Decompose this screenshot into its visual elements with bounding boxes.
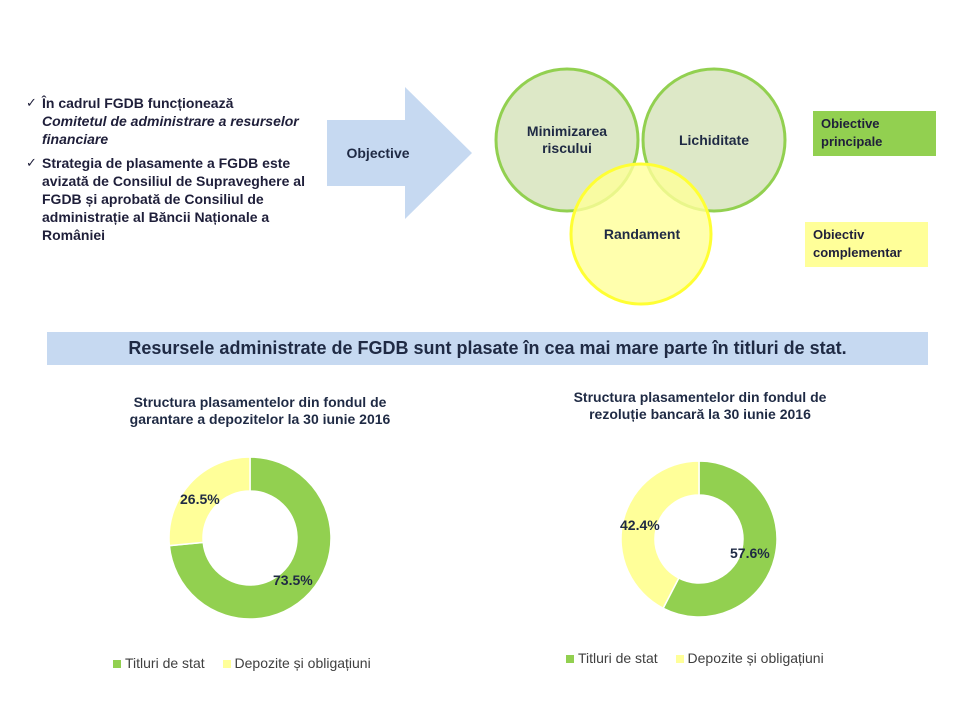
legend-item: Depozite și obligațiuni: [234, 655, 371, 671]
return-label: Randament: [603, 226, 681, 242]
legend-swatch-green: [566, 655, 574, 663]
liquidity-label: Lichiditate: [678, 132, 750, 148]
legend-item: Titluri de stat: [125, 655, 205, 671]
chart1-title: Structura plasamentelor din fondul de garantare a depozitelor la 30 iunie 2016: [129, 394, 391, 427]
legend-item: Titluri de stat: [578, 650, 658, 666]
checkmark-icon: ✓: [26, 95, 37, 110]
summary-banner: Resursele administrate de FGDB sunt plasate în cea mai mare parte în titluri de stat.: [47, 332, 928, 365]
chart2-donut: [612, 452, 787, 627]
data-label: 26.5%: [180, 491, 220, 507]
legend-swatch-green: [113, 660, 121, 668]
data-label: 42.4%: [620, 517, 660, 533]
chart2-legend: [566, 650, 838, 666]
legend-swatch-yellow: [223, 660, 231, 668]
risk-label: Minimizarea riscului: [526, 123, 608, 156]
complementary-objective-label: Obiectiv complementar: [813, 227, 902, 260]
data-label: 73.5%: [273, 572, 313, 588]
complementary-objective-box: [805, 222, 928, 267]
main-objectives-box: [813, 111, 936, 156]
checkmark-icon: ✓: [26, 155, 37, 170]
legend-swatch-yellow: [676, 655, 684, 663]
bullet-italic: Comitetul de administrare a resurselor financiare: [42, 113, 299, 147]
chart1-donut: [160, 448, 340, 628]
bullet-bold: În cadrul FGDB funcționează: [42, 95, 234, 111]
chart1-legend: [113, 655, 385, 671]
legend-item: Depozite și obligațiuni: [687, 650, 824, 666]
objectives-diagram: [0, 0, 960, 330]
bullet-bold: Strategia de plasamente a FGDB este avizată de Consiliul de Supraveghere al FGDB și aprobată de Consiliul de administrație al Băncii Naționale a României: [42, 155, 305, 243]
data-label: 57.6%: [730, 545, 770, 561]
main-objectives-label: Obiective principale: [821, 116, 883, 149]
arrow-label: Objective: [346, 145, 410, 161]
chart2-title: Structura plasamentelor din fondul de rezoluție bancară la 30 iunie 2016: [573, 389, 827, 422]
